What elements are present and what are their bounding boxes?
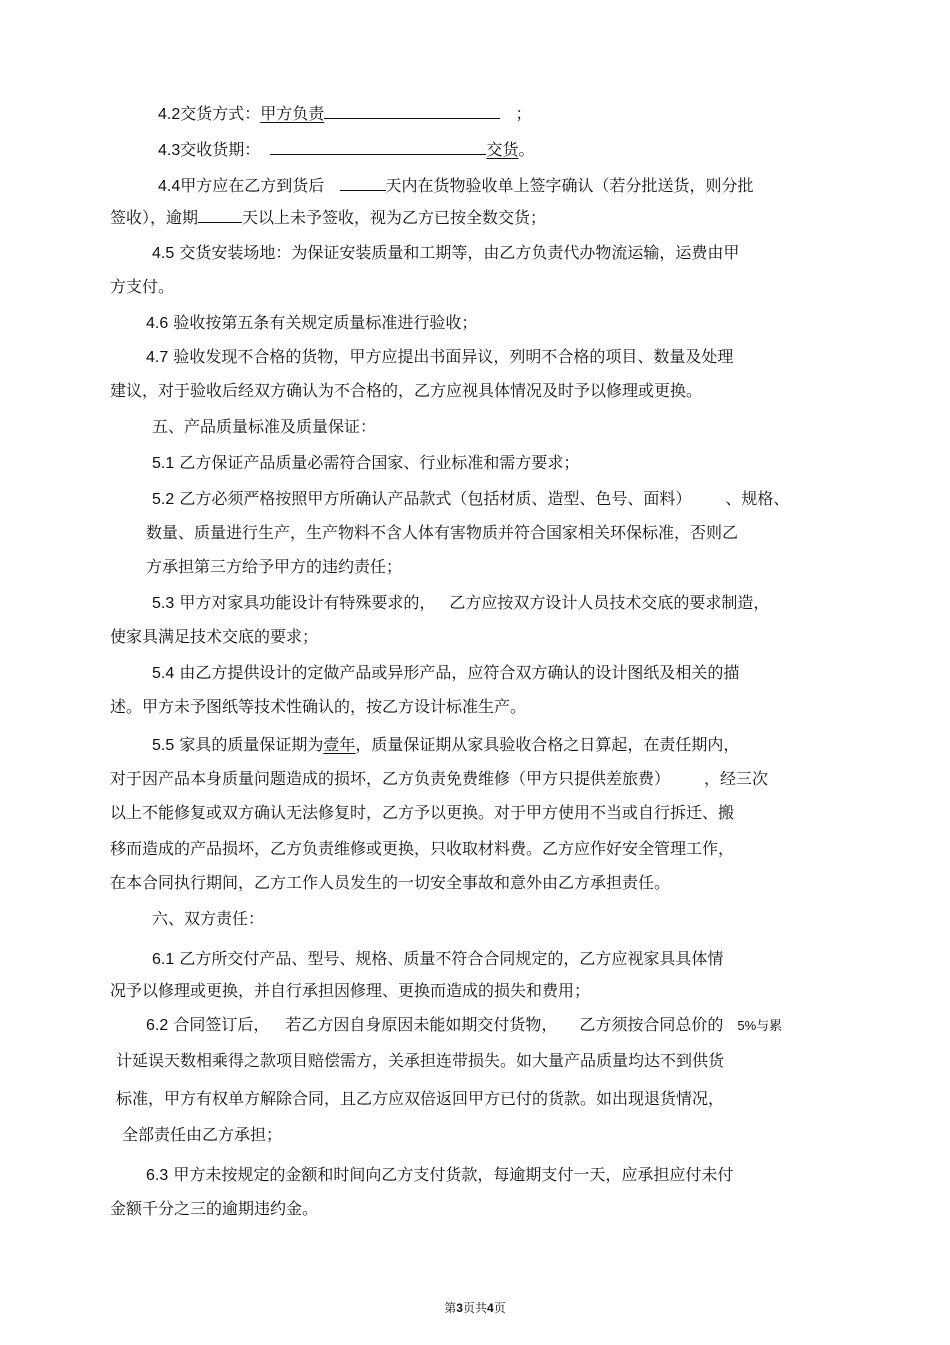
clause-5-2: 5.2 乙方必须严格按照甲方所确认产品款式（包括材质、造型、色号、面料） 、规格、	[152, 489, 790, 508]
clause-6-1: 6.1 乙方所交付产品、型号、规格、质量不符合合同规定的，乙方应视家具具体情	[152, 949, 724, 968]
section-heading-6: 六、双方责任：	[152, 909, 265, 928]
clause-5-3: 5.3 甲方对家具功能设计有特殊要求的， 乙方应按双方设计人员技术交底的要求制造，	[152, 593, 770, 612]
fill-blank	[270, 138, 486, 155]
clause-6-3: 6.3 甲方未按规定的金额和时间向乙方支付货款，每逾期支付一天，应承担应付未付	[146, 1165, 734, 1184]
fill-blank	[324, 102, 500, 119]
page-number: 3	[456, 1301, 463, 1315]
clause-5-5: 5.5 家具的质量保证期为壹年，质量保证期从家具验收合格之日算起，在责任期内，	[152, 735, 740, 754]
page-total: 4	[487, 1301, 494, 1315]
clause-4-3: 4.3交收货期： 交货。	[158, 140, 535, 159]
clause-5-1: 5.1 乙方保证产品质量必需符合国家、行业标准和需方要求；	[152, 453, 580, 472]
clause-4-5: 4.5 交货安装场地：为保证安装质量和工期等，由乙方负责代办物流运输，运费由甲	[152, 243, 740, 262]
clause-4-2: 4.2交货方式：甲方负责 ；	[158, 104, 532, 123]
clause-6-2: 6.2 合同签订后， 若乙方因自身原因未能如期交付货物， 乙方须按合同总价的 5%与累	[146, 1015, 783, 1034]
clause-4-7: 4.7 验收发现不合格的货物，甲方应提出书面异议，列明不合格的项目、数量及处理	[146, 347, 734, 366]
clause-5-4: 5.4 由乙方提供设计的定做产品或异形产品，应符合双方确认的设计图纸及相关的描	[152, 663, 740, 682]
clause-4-6: 4.6 验收按第五条有关规定质量标准进行验收；	[146, 313, 478, 332]
page-footer: 第3页共4页	[444, 1301, 506, 1315]
clause-4-4: 4.4甲方应在乙方到货后 天内在货物验收单上签字确认（若分批送货，则分批	[158, 176, 754, 195]
fill-blank	[340, 174, 386, 191]
section-heading-5: 五、产品质量标准及质量保证：	[152, 417, 377, 436]
fill-blank	[198, 206, 242, 223]
